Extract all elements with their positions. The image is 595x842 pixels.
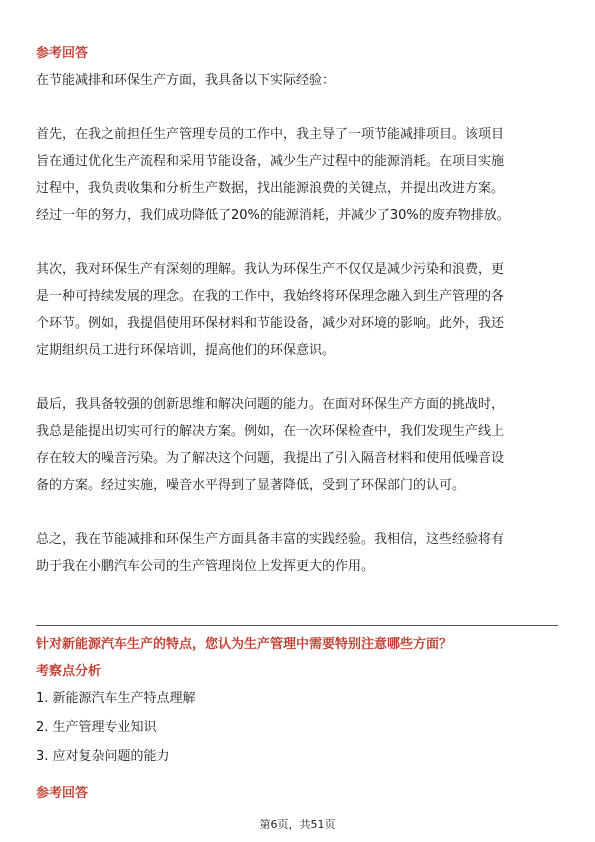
paragraph-line: 总之，我在节能减排和环保生产方面具备丰富的实践经验。我相信，这些经验将有: [36, 532, 505, 547]
paragraph-line: 存在较大的噪音污染。为了解决这个问题，我提出了引入隔音材料和使用低噪音设: [36, 451, 505, 466]
list-item: 1. 新能源汽车生产特点理解: [36, 691, 196, 706]
question-heading: 针对新能源汽车生产的特点，您认为生产管理中需要特别注意哪些方面？: [36, 637, 453, 652]
page-footer: 第6页，共51页: [259, 818, 336, 831]
paragraph-line: 备的方案。经过实施，噪音水平得到了显著降低，受到了环保部门的认可。: [36, 478, 466, 493]
paragraph-line: 旨在通过优化生产流程和采用节能设备，减少生产过程中的能源消耗。在项目实施: [36, 154, 505, 169]
answer-label: 参考回答: [36, 46, 89, 61]
intro-text: 在节能减排和环保生产方面，我具备以下实际经验：: [36, 73, 336, 88]
paragraph-line: 定期组织员工进行环保培训，提高他们的环保意识。: [36, 343, 336, 358]
list-item: 2. 生产管理专业知识: [36, 720, 157, 735]
answer-label: 参考回答: [36, 786, 89, 801]
paragraph-line: 我总是能提出切实可行的解决方案。例如，在一次环保检查中，我们发现生产线上: [36, 424, 505, 439]
paragraph-line: 是一种可持续发展的理念。在我的工作中，我始终将环保理念融入到生产管理的各: [36, 289, 505, 304]
paragraph-line: 其次，我对环保生产有深刻的理解。我认为环保生产不仅仅是减少污染和浪费，更: [36, 262, 505, 277]
paragraph-line: 首先，在我之前担任生产管理专员的工作中，我主导了一项节能减排项目。该项目: [36, 127, 505, 142]
paragraph-line: 个环节。例如，我提倡使用环保材料和节能设备，减少对环境的影响。此外，我还: [36, 316, 505, 331]
paragraph-line: 过程中，我负责收集和分析生产数据，找出能源浪费的关键点，并提出改进方案。: [36, 181, 505, 196]
list-item: 3. 应对复杂问题的能力: [36, 749, 170, 764]
paragraph-line: 助于我在小鹏汽车公司的生产管理岗位上发挥更大的作用。: [36, 559, 375, 574]
analysis-label: 考察点分析: [36, 664, 102, 679]
paragraph-line: 最后，我具备较强的创新思维和解决问题的能力。在面对环保生产方面的挑战时，: [36, 397, 505, 412]
paragraph-line: 经过一年的努力，我们成功降低了20%的能源消耗，并减少了30%的废弃物排放。: [36, 208, 510, 223]
section-divider: [36, 625, 558, 626]
